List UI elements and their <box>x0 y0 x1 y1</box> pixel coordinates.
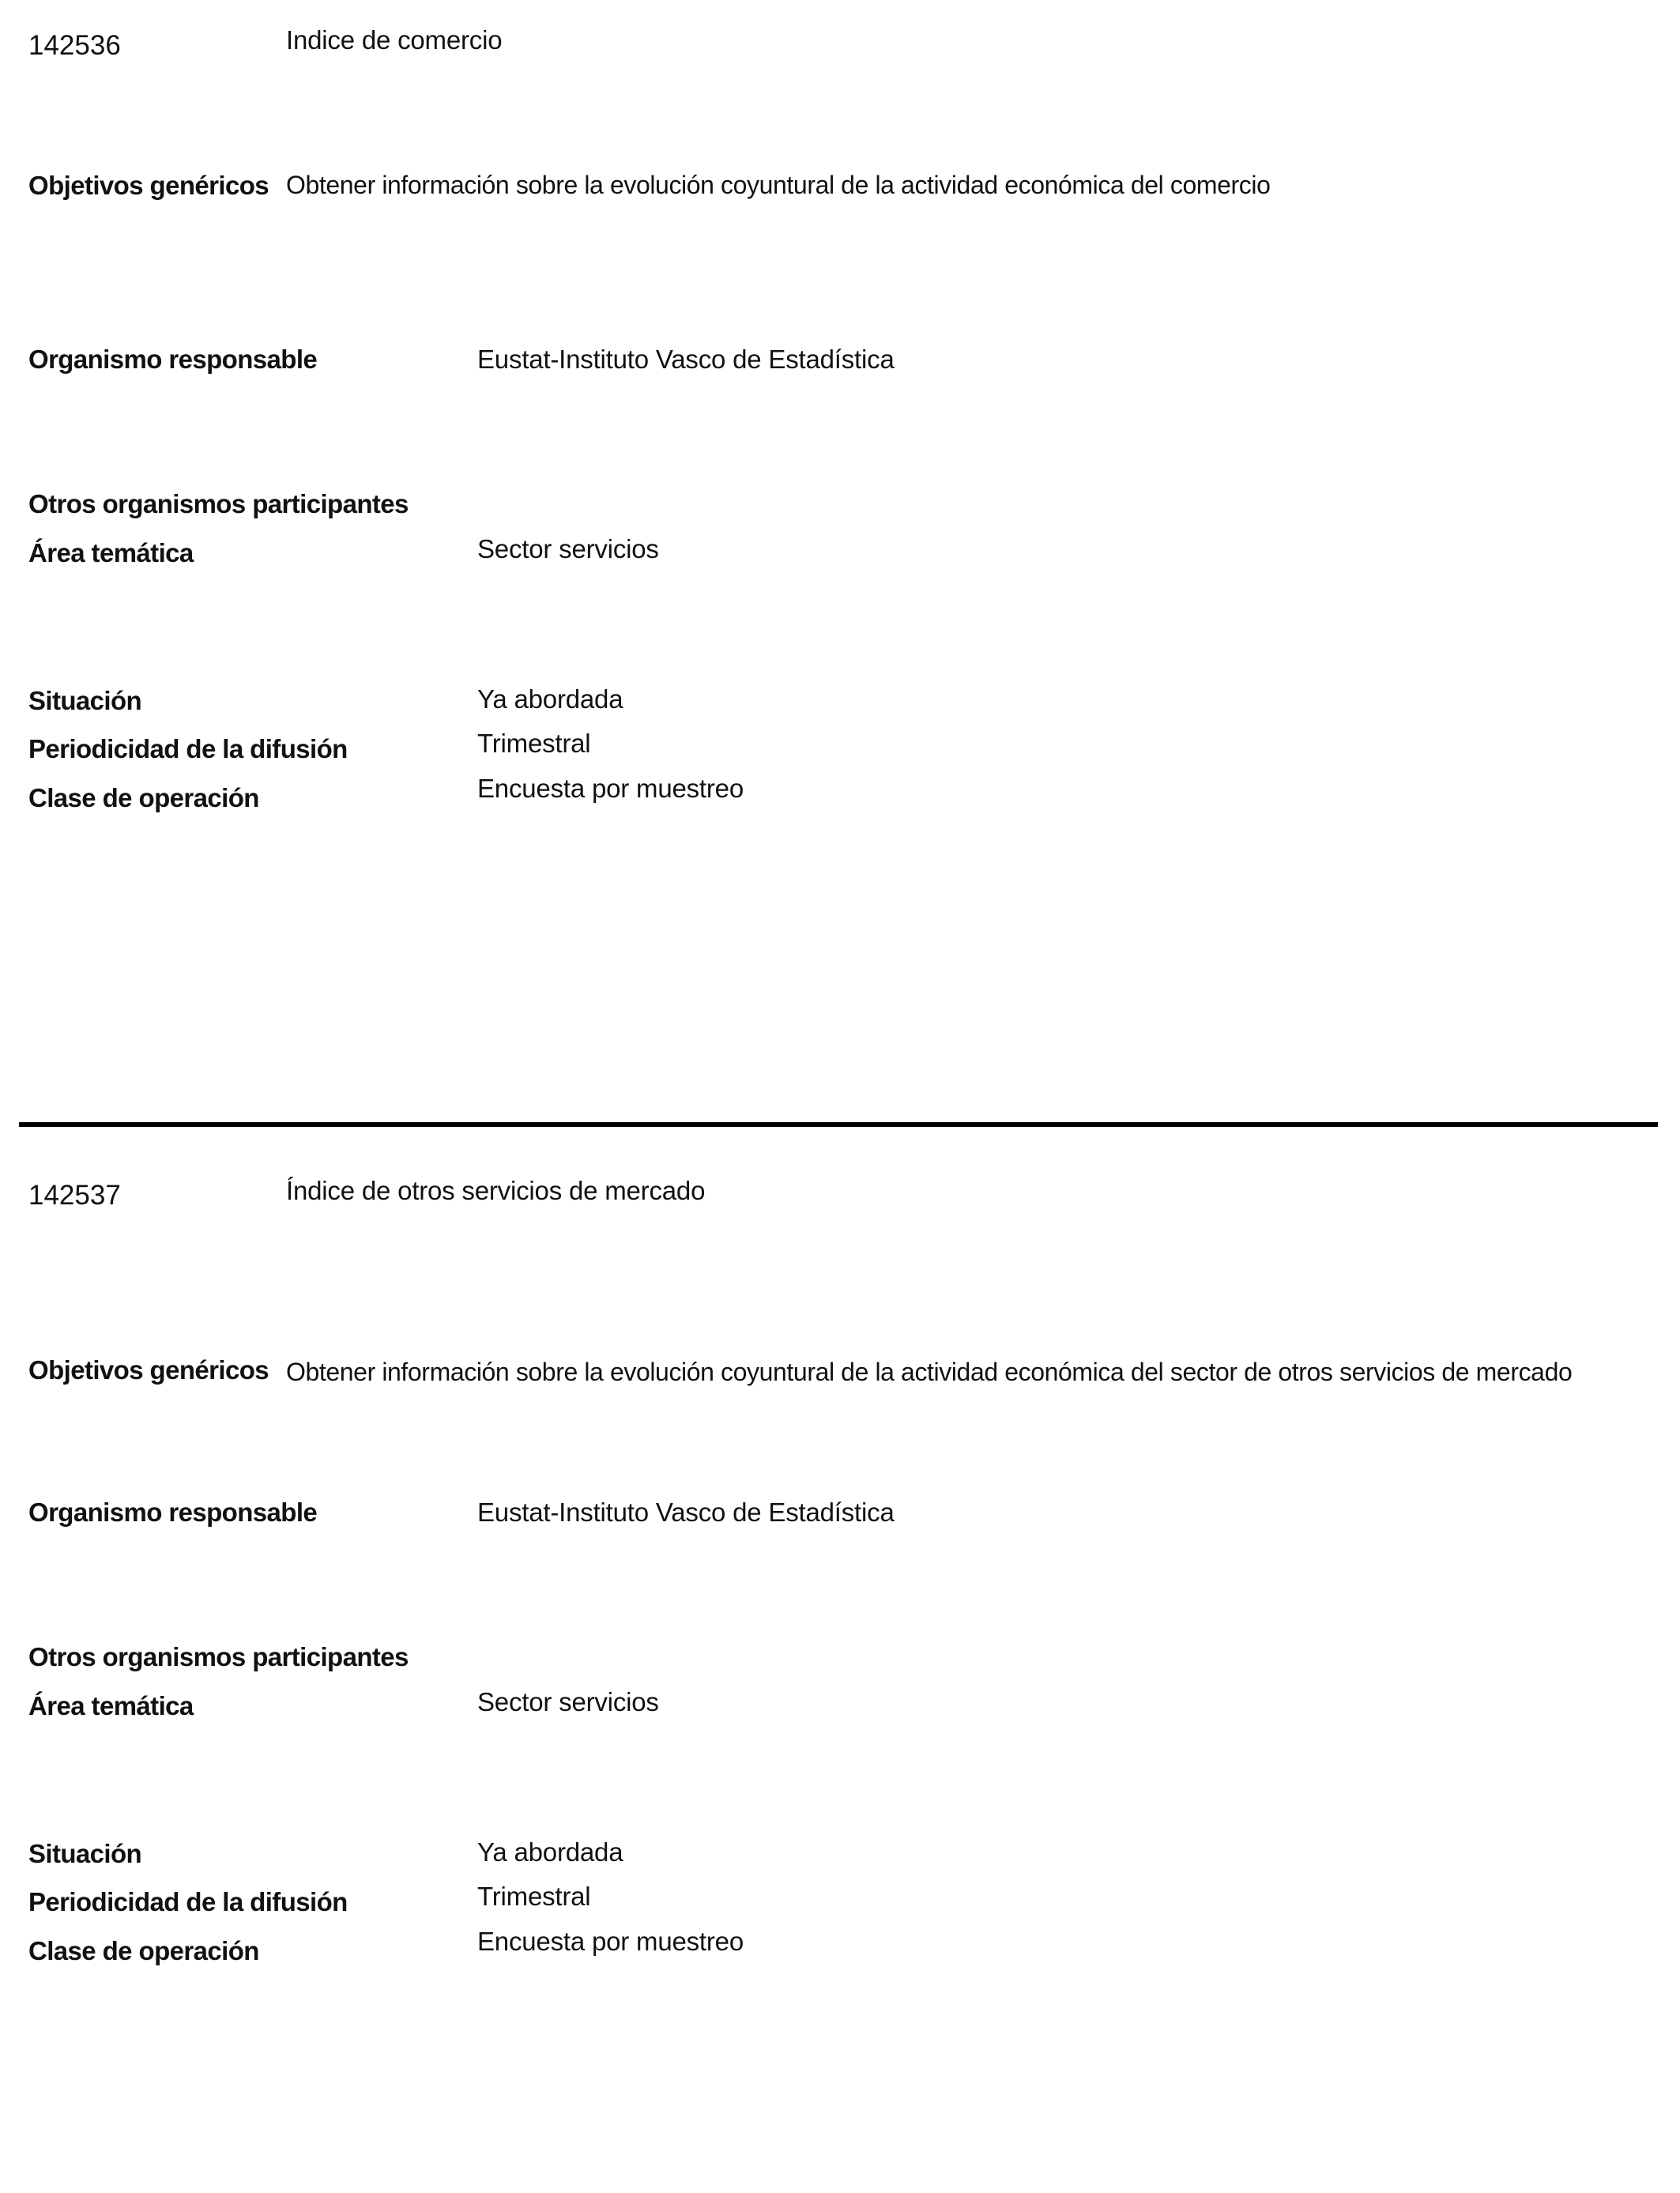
periodicidad-label: Periodicidad de la difusión <box>28 734 348 763</box>
organismo-value: Eustat-Instituto Vasco de Estadística <box>477 1498 895 1527</box>
area-tematica-value: Sector servicios <box>477 1687 659 1716</box>
objetivos-value: Obtener información sobre la evolución coyuntural de la actividad económica del comercio <box>286 171 1271 199</box>
area-tematica-label: Área temática <box>28 538 194 567</box>
organismo-label: Organismo responsable <box>28 345 318 374</box>
situacion-label: Situación <box>28 1839 142 1868</box>
record-code: 142537 <box>28 1180 121 1211</box>
clase-operacion-label: Clase de operación <box>28 783 259 812</box>
record-title: Indice de comercio <box>286 25 503 55</box>
organismo-label: Organismo responsable <box>28 1498 318 1527</box>
area-tematica-label: Área temática <box>28 1691 194 1720</box>
otros-organismos-label: Otros organismos participantes <box>28 1642 409 1671</box>
situacion-value: Ya abordada <box>477 1837 623 1867</box>
periodicidad-value: Trimestral <box>477 1882 591 1911</box>
record-code: 142536 <box>28 30 121 61</box>
situacion-label: Situación <box>28 686 142 715</box>
area-tematica-value: Sector servicios <box>477 534 659 563</box>
otros-organismos-label: Otros organismos participantes <box>28 489 409 518</box>
periodicidad-value: Trimestral <box>477 729 591 758</box>
objetivos-label: Objetivos genéricos <box>28 171 269 200</box>
record-divider <box>19 1122 1658 1127</box>
situacion-value: Ya abordada <box>477 684 623 714</box>
objetivos-label: Objetivos genéricos <box>28 1355 269 1385</box>
objetivos-value: Obtener información sobre la evolución coyuntural de la actividad económica del sector de otros servicios de mercado <box>286 1358 1573 1386</box>
clase-operacion-value: Encuesta por muestreo <box>477 774 744 803</box>
clase-operacion-label: Clase de operación <box>28 1936 259 1965</box>
organismo-value: Eustat-Instituto Vasco de Estadística <box>477 345 895 374</box>
clase-operacion-value: Encuesta por muestreo <box>477 1927 744 1956</box>
periodicidad-label: Periodicidad de la difusión <box>28 1887 348 1916</box>
record-title: Índice de otros servicios de mercado <box>286 1176 706 1205</box>
